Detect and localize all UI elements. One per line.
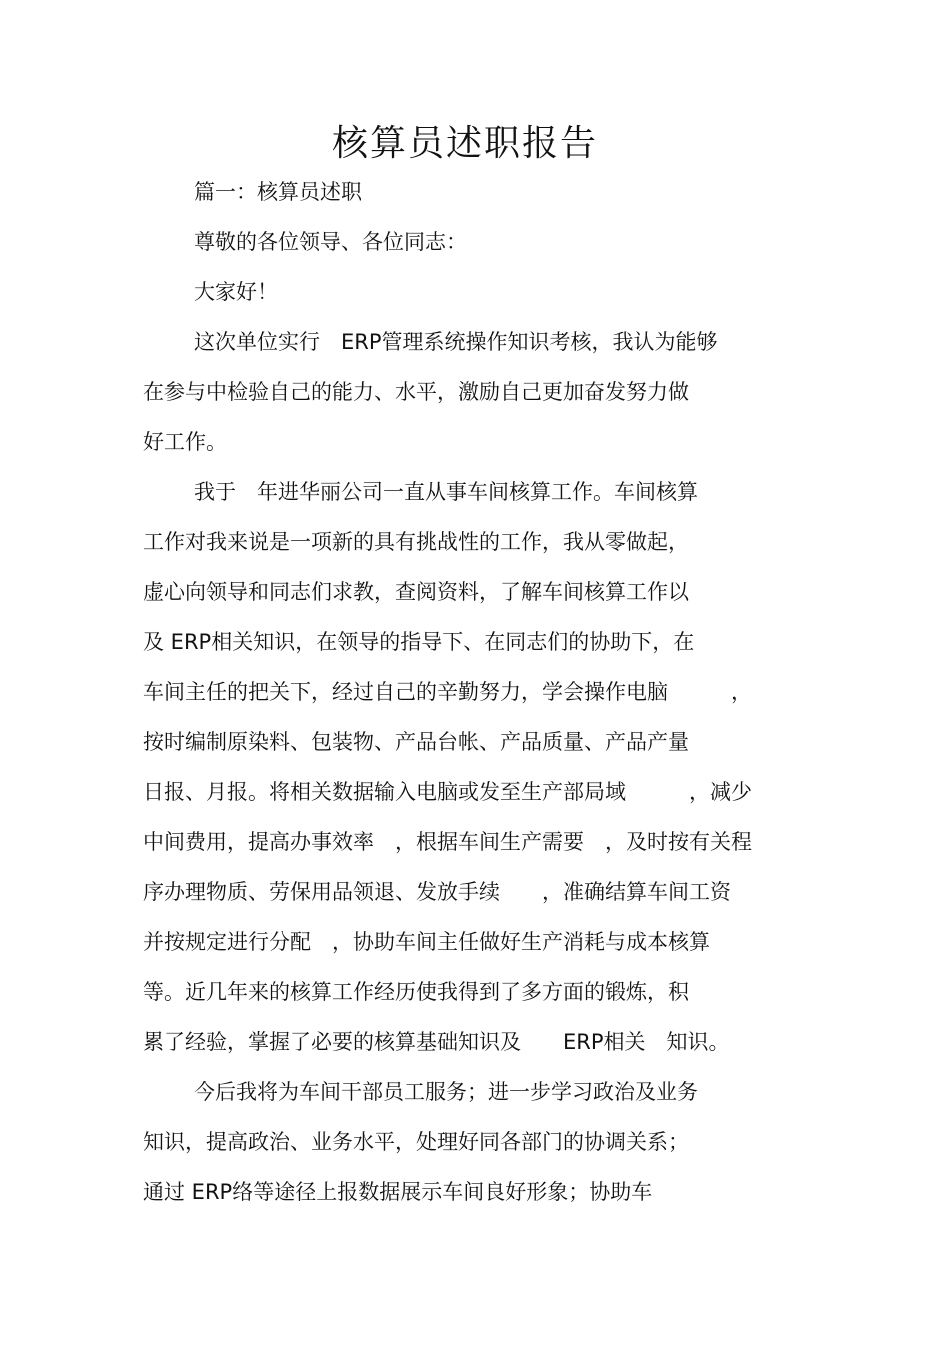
paragraph-line: 中间费用，提高办事效率 ，根据车间生产需要 ，及时按有关程: [143, 830, 752, 854]
paragraph-line: 知识，提高政治、业务水平，处理好同各部门的协调关系；: [143, 1130, 689, 1154]
paragraph-line: 并按规定进行分配 ，协助车间主任做好生产消耗与成本核算: [143, 930, 710, 954]
document-title: 核算员述职报告: [331, 123, 598, 164]
greeting: 大家好！: [194, 280, 278, 304]
paragraph-line: 我于 年进华丽公司一直从事车间核算工作。车间核算: [194, 480, 698, 504]
paragraph-line: 通过 ERP络等途径上报数据展示车间良好形象；协助车: [143, 1180, 653, 1204]
paragraph-line: 好工作。: [143, 430, 227, 454]
paragraph-line: 及 ERP相关知识，在领导的指导下、在同志们的协助下，在: [143, 630, 695, 654]
paragraph-line: 工作对我来说是一项新的具有挑战性的工作，我从零做起，: [143, 530, 689, 554]
section-heading: 篇一：核算员述职: [194, 180, 362, 204]
paragraph-line: 累了经验，掌握了必要的核算基础知识及 ERP相关 知识。: [143, 1030, 730, 1054]
paragraph-line: 序办理物质、劳保用品领退、发放手续 ，准确结算车间工资: [143, 880, 731, 904]
paragraph-line: 虚心向领导和同志们求教，查阅资料，了解车间核算工作以: [143, 580, 689, 604]
paragraph-line: 车间主任的把关下，经过自己的辛勤努力，学会操作电脑 ，: [143, 680, 752, 704]
paragraph-line: 按时编制原染料、包装物、产品台帐、产品质量、产品产量: [143, 730, 689, 754]
paragraph-line: 这次单位实行 ERP管理系统操作知识考核，我认为能够: [194, 330, 718, 354]
paragraph-line: 在参与中检验自己的能力、水平，激励自己更加奋发努力做: [143, 380, 689, 404]
paragraph-line: 等。近几年来的核算工作经历使我得到了多方面的锻炼，积: [143, 980, 689, 1004]
paragraph-line: 今后我将为车间干部员工服务；进一步学习政治及业务: [194, 1080, 698, 1104]
paragraph-line: 日报、月报。将相关数据输入电脑或发至生产部局域 ，减少: [143, 780, 752, 804]
salutation: 尊敬的各位领导、各位同志：: [194, 230, 467, 254]
